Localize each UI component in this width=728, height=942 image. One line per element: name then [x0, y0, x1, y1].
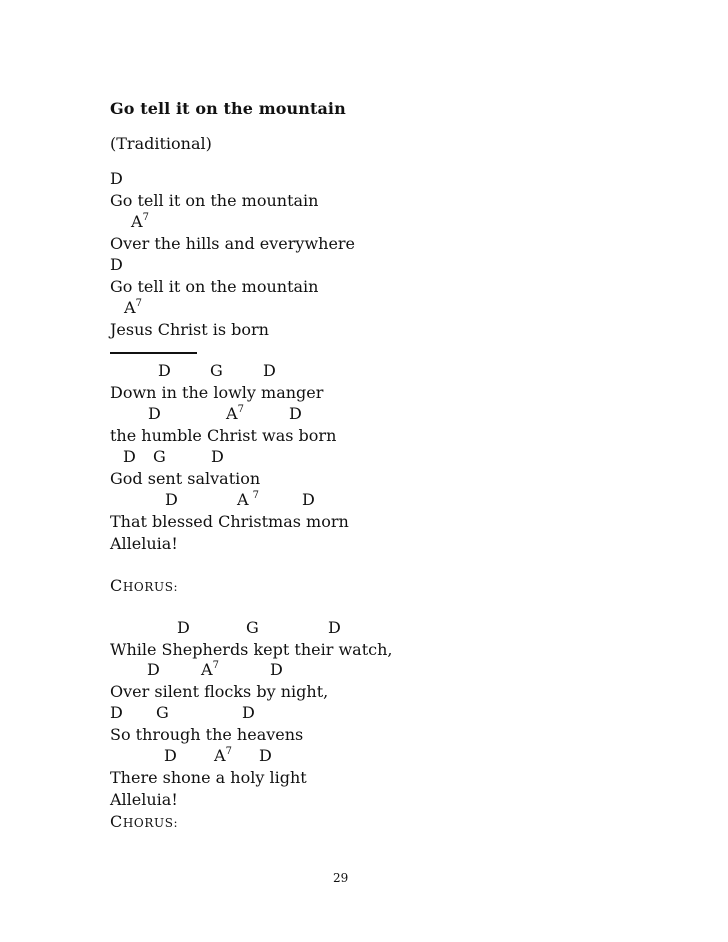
chord: $A^7$ — [131, 212, 149, 231]
chord: D — [110, 703, 123, 722]
chord: A $^7$ — [237, 490, 259, 509]
song-title: Go tell it on the mountain — [110, 99, 346, 118]
song-subtitle: (Traditional) — [110, 134, 212, 153]
lyric-line: So through the heavens — [110, 725, 304, 744]
chorus-label: CHORUS: — [110, 812, 179, 831]
chord: $A^7$ — [124, 298, 142, 317]
chord: G — [153, 447, 166, 466]
chord: D — [165, 490, 178, 509]
lyric-line: Down in the lowly manger — [110, 383, 324, 402]
lyric-line: That blessed Christmas morn — [110, 512, 349, 531]
page-number: 29 — [333, 871, 349, 885]
chord: $A^7$ — [226, 404, 244, 423]
section-divider — [110, 352, 197, 354]
lyric-line: Jesus Christ is born — [110, 320, 269, 339]
chord: D — [164, 746, 177, 765]
lyric-line: Alleluia! — [110, 534, 178, 553]
lyric-line: Go tell it on the mountain — [110, 277, 319, 296]
lyric-line: Over the hills and everywhere — [110, 234, 356, 253]
chord: D — [148, 404, 161, 423]
chord: G — [210, 361, 223, 380]
chord: $A^7$ — [201, 660, 219, 679]
lyric-line: Go tell it on the mountain — [110, 191, 319, 210]
chord: $A^7$ — [214, 746, 232, 765]
chord: D — [110, 255, 123, 274]
lyric-line: There shone a holy light — [110, 768, 307, 787]
lyric-line: God sent salvation — [110, 469, 261, 488]
chord: D — [158, 361, 171, 380]
chord: D — [177, 618, 190, 637]
chord: D — [259, 746, 272, 765]
chorus-label: CHORUS: — [110, 576, 179, 595]
chord: D — [263, 361, 276, 380]
chord: D — [328, 618, 341, 637]
lyric-line: Alleluia! — [110, 790, 178, 809]
chord: G — [246, 618, 259, 637]
chord: D — [211, 447, 224, 466]
lyric-line: While Shepherds kept their watch, — [110, 640, 393, 659]
chord: D — [123, 447, 136, 466]
lyric-line: the humble Christ was born — [110, 426, 337, 445]
chord: D — [110, 169, 123, 188]
chord: D — [147, 660, 160, 679]
lyric-line: Over silent flocks by night, — [110, 682, 329, 701]
chord: D — [289, 404, 302, 423]
chord: G — [156, 703, 169, 722]
chord: D — [270, 660, 283, 679]
chord: D — [242, 703, 255, 722]
chord: D — [302, 490, 315, 509]
